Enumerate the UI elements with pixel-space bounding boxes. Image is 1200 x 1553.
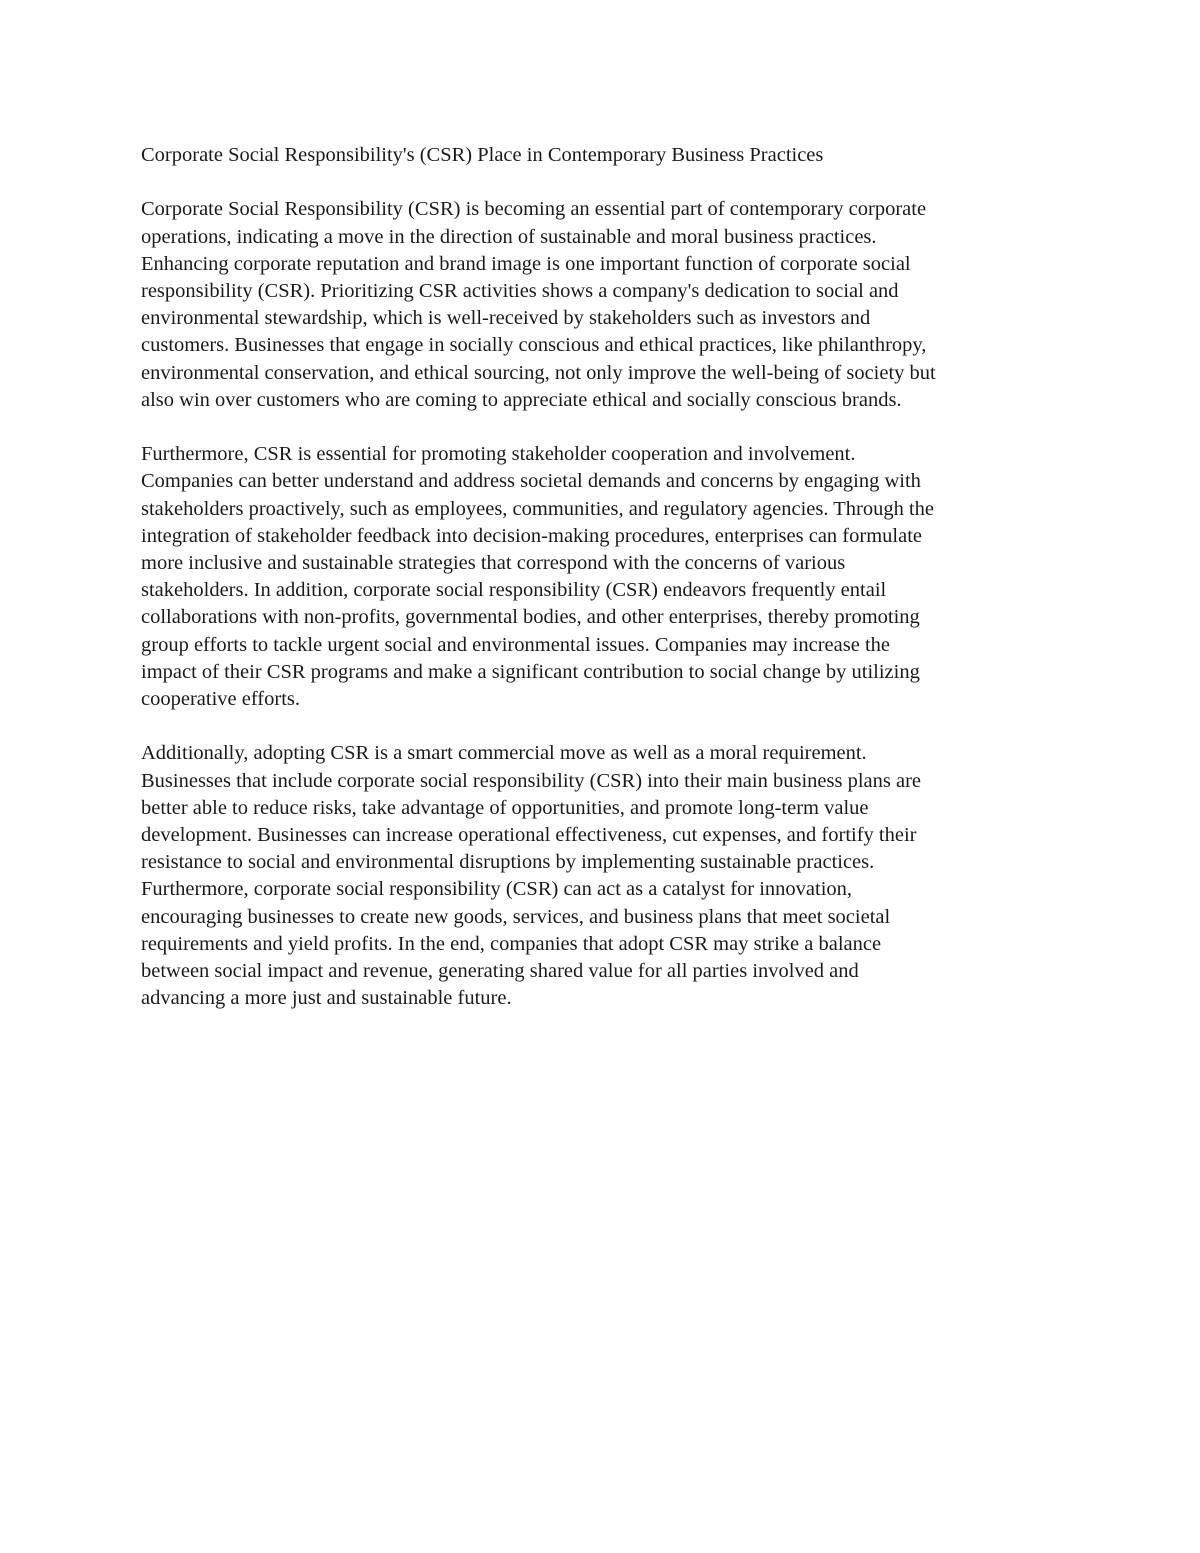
paragraph-line: development. Businesses can increase operational effectiveness, cut expenses, and fortify their xyxy=(141,824,917,847)
paragraph-line: better able to reduce risks, take advantage of opportunities, and promote long-term value xyxy=(141,796,869,819)
paragraph-line: cooperative efforts. xyxy=(141,688,300,711)
paragraph-line: environmental stewardship, which is well-received by stakeholders such as investors and xyxy=(141,307,871,330)
paragraph-line: Additionally, adopting CSR is a smart commercial move as well as a moral requirement. xyxy=(141,742,867,765)
paragraph-line: integration of stakeholder feedback into decision-making procedures, enterprises can formulate xyxy=(141,524,922,547)
paragraph-line: Furthermore, CSR is essential for promoting stakeholder cooperation and involvement. xyxy=(141,443,856,466)
document-body xyxy=(141,142,1081,1040)
paragraph-line: more inclusive and sustainable strategies that correspond with the concerns of various xyxy=(141,552,846,575)
paragraph-line: impact of their CSR programs and make a significant contribution to social change by utilizing xyxy=(141,660,920,683)
paragraph-line: collaborations with non-profits, governmental bodies, and other enterprises, thereby promoting xyxy=(141,606,920,629)
paragraph-line: operations, indicating a move in the direction of sustainable and moral business practices. xyxy=(141,225,877,248)
paragraph-line: Furthermore, corporate social responsibility (CSR) can act as a catalyst for innovation, xyxy=(141,878,853,901)
paragraph-line: stakeholders. In addition, corporate social responsibility (CSR) endeavors frequently entail xyxy=(141,579,887,602)
paragraph-line: Companies can better understand and address societal demands and concerns by engaging with xyxy=(141,470,921,493)
paragraph-line: Corporate Social Responsibility (CSR) is becoming an essential part of contemporary corporate xyxy=(141,198,927,221)
paragraph-1 xyxy=(141,196,1081,414)
paragraph-line: requirements and yield profits. In the end, companies that adopt CSR may strike a balance xyxy=(141,932,882,955)
paragraph-line: encouraging businesses to create new goods, services, and business plans that meet societal xyxy=(141,905,891,928)
paragraph-line: stakeholders proactively, such as employees, communities, and regulatory agencies. Through the xyxy=(141,497,935,520)
paragraph-line: Enhancing corporate reputation and brand image is one important function of corporate social xyxy=(141,252,911,275)
paragraph-line: Businesses that include corporate social responsibility (CSR) into their main business plans are xyxy=(141,769,922,792)
paragraph-line: advancing a more just and sustainable future. xyxy=(141,987,512,1010)
paragraph-line: also win over customers who are coming to appreciate ethical and socially conscious brands. xyxy=(141,388,902,411)
paragraph-line: environmental conservation, and ethical sourcing, not only improve the well-being of society but xyxy=(141,361,936,384)
paragraph-line: group efforts to tackle urgent social and environmental issues. Companies may increase the xyxy=(141,633,890,656)
paragraph-line: responsibility (CSR). Prioritizing CSR activities shows a company's dedication to social and xyxy=(141,280,899,302)
paragraph-3 xyxy=(141,740,1081,1012)
paragraph-line: customers. Businesses that engage in socially conscious and ethical practices, like philanthropy, xyxy=(141,334,927,357)
paragraph-2 xyxy=(141,441,1081,713)
paragraph-line: between social impact and revenue, generating shared value for all parties involved and xyxy=(141,960,859,983)
document-title: Corporate Social Responsibility's (CSR) Place in Contemporary Business Practices xyxy=(141,144,824,166)
paragraph-line: resistance to social and environmental disruptions by implementing sustainable practices. xyxy=(141,851,875,874)
